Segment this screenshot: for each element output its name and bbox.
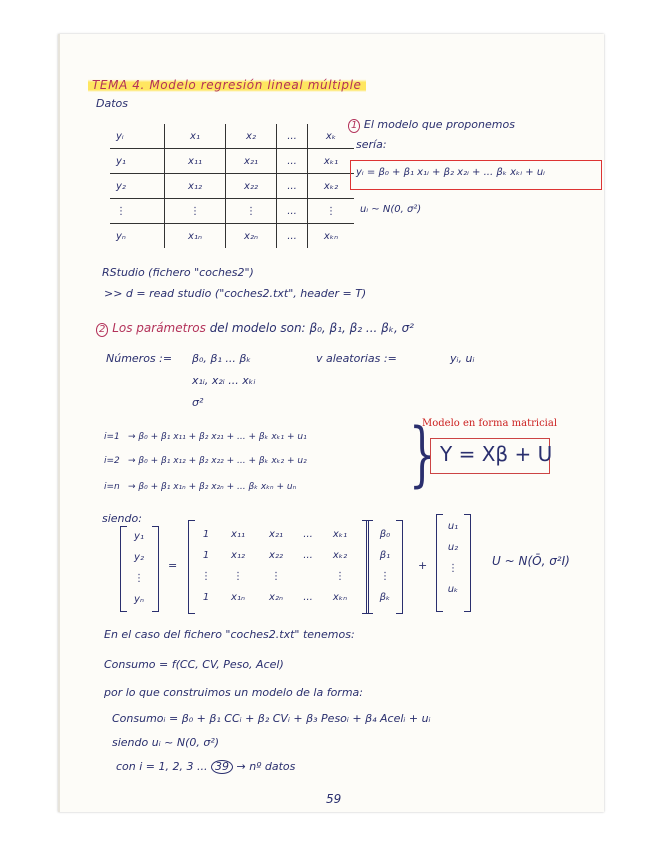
page-title: TEMA 4. Modelo regresión lineal múltiple bbox=[88, 78, 366, 92]
matrix-entry: ... bbox=[303, 592, 313, 603]
table-cell: x₂₂ bbox=[226, 174, 277, 199]
system-index: i=2 bbox=[104, 456, 120, 466]
matrix-entry: x₂ₙ bbox=[269, 592, 283, 603]
n-datos-circle: 39 bbox=[211, 760, 233, 774]
vector-entry: y₂ bbox=[134, 552, 144, 563]
matrix-entry: x₂₂ bbox=[269, 550, 283, 561]
section1-line2: sería: bbox=[356, 138, 387, 151]
matrix-row bbox=[194, 587, 358, 608]
table-cell: xₖ₂ bbox=[308, 174, 355, 199]
table-cell: ⋮ bbox=[226, 199, 277, 224]
caso-line6 bbox=[116, 760, 295, 774]
table-cell: y₂ bbox=[110, 174, 165, 199]
numeros-values-1: β₀, β₁ ... βₖ bbox=[192, 352, 252, 365]
table-header-cell: xₖ bbox=[308, 124, 355, 149]
matrix-entry: xₖₙ bbox=[332, 592, 348, 603]
matrix-entry: 1 bbox=[202, 592, 210, 603]
u-distribution: U ~ N(Ō, σ²I) bbox=[492, 554, 570, 568]
x-matrix bbox=[194, 524, 358, 608]
matrix-row bbox=[194, 566, 358, 587]
u-vector-bracket-right bbox=[464, 514, 471, 612]
caso-siendo: siendo uᵢ ~ N(0, σ²) bbox=[112, 736, 220, 749]
table-cell: ... bbox=[277, 224, 308, 249]
vector-entry: u₁ bbox=[447, 521, 459, 532]
matrix-equation: Y = Xβ + U bbox=[440, 442, 553, 466]
matrix-entry: x₁ₙ bbox=[231, 592, 245, 603]
system-equation: → β₀ + β₁ x₁ₙ + β₂ x₂ₙ + ... βₖ xₖₙ + uₙ bbox=[128, 482, 297, 492]
consumo-model: Consumoᵢ = β₀ + β₁ CCᵢ + β₂ CVᵢ + β₃ Pesoᵢ + β₄ Acelᵢ + uᵢ bbox=[112, 712, 431, 725]
datos-label: Datos bbox=[96, 97, 128, 110]
matrix-entry: ... bbox=[303, 529, 313, 540]
table-cell: x₁ₙ bbox=[165, 224, 226, 249]
matrix-entry: x₁₁ bbox=[231, 529, 245, 540]
va-label: v aleatorias := bbox=[316, 352, 397, 365]
table-header-cell: x₁ bbox=[165, 124, 226, 149]
section2-line bbox=[96, 321, 414, 337]
matrix-entry: 1 bbox=[202, 529, 210, 540]
matrix-entry: ⋮ bbox=[233, 571, 243, 582]
vector-entry: ⋮ bbox=[380, 571, 390, 582]
matrix-entry: x₁₂ bbox=[231, 550, 245, 561]
table-row bbox=[110, 149, 354, 174]
n-datos-label: → nº datos bbox=[236, 760, 296, 773]
vector-entry: ⋮ bbox=[448, 563, 458, 574]
table-cell: x₁₁ bbox=[165, 149, 226, 174]
table-cell: ⋮ bbox=[110, 199, 165, 224]
vector-entry: u₂ bbox=[447, 542, 459, 553]
consumo-function: Consumo = f(CC, CV, Peso, Acel) bbox=[104, 658, 284, 671]
matrix-form-label: Modelo en forma matricial bbox=[422, 418, 558, 429]
section2-text-a: Los parámetros bbox=[112, 321, 206, 335]
error-distribution: uᵢ ~ N(0, σ²) bbox=[360, 204, 422, 215]
y-vector bbox=[126, 526, 152, 610]
table-row bbox=[110, 174, 354, 199]
section1-number: 1 bbox=[348, 119, 360, 133]
section2-number: 2 bbox=[96, 323, 108, 337]
matrix-entry: ⋮ bbox=[201, 571, 211, 582]
plus-sign: + bbox=[418, 559, 428, 572]
matrix-entry: ⋮ bbox=[335, 571, 345, 582]
table-cell: x₁₂ bbox=[165, 174, 226, 199]
numeros-values-3: σ² bbox=[192, 396, 204, 409]
matrix-entry: 1 bbox=[202, 550, 210, 561]
table-header-row bbox=[110, 124, 354, 149]
equals-sign: = bbox=[168, 559, 178, 572]
table-header-cell: x₂ bbox=[226, 124, 277, 149]
vector-entry: yₙ bbox=[134, 594, 144, 605]
table-cell: ... bbox=[277, 174, 308, 199]
beta-vector bbox=[372, 524, 398, 608]
rstudio-line1: RStudio (fichero "coches2") bbox=[102, 266, 254, 279]
table-header-cell: yᵢ bbox=[110, 124, 165, 149]
curly-brace: } bbox=[408, 413, 436, 495]
table-cell: x₂₁ bbox=[226, 149, 277, 174]
vector-entry: ⋮ bbox=[134, 573, 144, 584]
rstudio-command: >> d = read studio ("coches2.txt", header = T) bbox=[104, 287, 367, 300]
vector-entry: uₖ bbox=[447, 584, 459, 595]
table-cell: y₁ bbox=[110, 149, 165, 174]
system-index: i=1 bbox=[104, 432, 120, 442]
table-header-cell: ... bbox=[277, 124, 308, 149]
vector-entry: β₁ bbox=[379, 550, 391, 561]
numeros-values-2: x₁ᵢ, x₂ᵢ ... xₖᵢ bbox=[192, 374, 256, 387]
table-cell: yₙ bbox=[110, 224, 165, 249]
vector-entry: y₁ bbox=[134, 531, 144, 542]
notebook-page bbox=[58, 34, 604, 812]
model-equation: yᵢ = β₀ + β₁ x₁ᵢ + β₂ x₂ᵢ + ... βₖ xₖᵢ + uᵢ bbox=[356, 167, 545, 178]
table-row bbox=[110, 224, 354, 249]
caso-line3: por lo que construimos un modelo de la forma: bbox=[104, 686, 363, 699]
table-cell: ... bbox=[277, 149, 308, 174]
siendo-label: siendo: bbox=[102, 512, 142, 525]
page-number: 59 bbox=[326, 792, 342, 806]
matrix-row bbox=[194, 545, 358, 566]
index-range: con i = 1, 2, 3 ... bbox=[116, 760, 208, 773]
matrix-entry: ... bbox=[303, 550, 313, 561]
system-index: i=n bbox=[104, 482, 120, 492]
table-cell: ... bbox=[277, 199, 308, 224]
matrix-row bbox=[194, 524, 358, 545]
system-equation: → β₀ + β₁ x₁₁ + β₂ x₂₁ + ... + βₖ xₖ₁ + u₁ bbox=[128, 432, 307, 442]
matrix-entry: xₖ₂ bbox=[332, 550, 348, 561]
section1-text: El modelo que proponemos bbox=[363, 118, 515, 131]
data-table bbox=[110, 124, 354, 248]
caso-line1: En el caso del fichero "coches2.txt" tenemos: bbox=[104, 628, 355, 641]
vector-entry: β₀ bbox=[379, 529, 391, 540]
matrix-entry: x₂₁ bbox=[269, 529, 283, 540]
matrix-entry: ⋮ bbox=[271, 571, 281, 582]
section2-text-b: del modelo son: bbox=[209, 321, 306, 335]
vector-entry: βₖ bbox=[379, 592, 391, 603]
matrix-entry: xₖ₁ bbox=[332, 529, 348, 540]
system-equation: → β₀ + β₁ x₁₂ + β₂ x₂₂ + ... + βₖ xₖ₂ + u₂ bbox=[128, 456, 307, 466]
y-vector-bracket-right bbox=[152, 526, 159, 612]
section1-line1 bbox=[348, 118, 515, 133]
table-cell: x₂ₙ bbox=[226, 224, 277, 249]
table-cell: ⋮ bbox=[308, 199, 355, 224]
u-vector bbox=[442, 516, 464, 600]
table-cell: xₖₙ bbox=[323, 230, 339, 242]
table-cell: xₖ₁ bbox=[308, 149, 355, 174]
table-cell: ⋮ bbox=[165, 199, 226, 224]
numeros-label: Números := bbox=[106, 352, 173, 365]
table-row bbox=[110, 199, 354, 224]
section2-params: β₀, β₁, β₂ ... βₖ, σ² bbox=[309, 321, 414, 335]
va-values: yᵢ, uᵢ bbox=[450, 352, 475, 365]
